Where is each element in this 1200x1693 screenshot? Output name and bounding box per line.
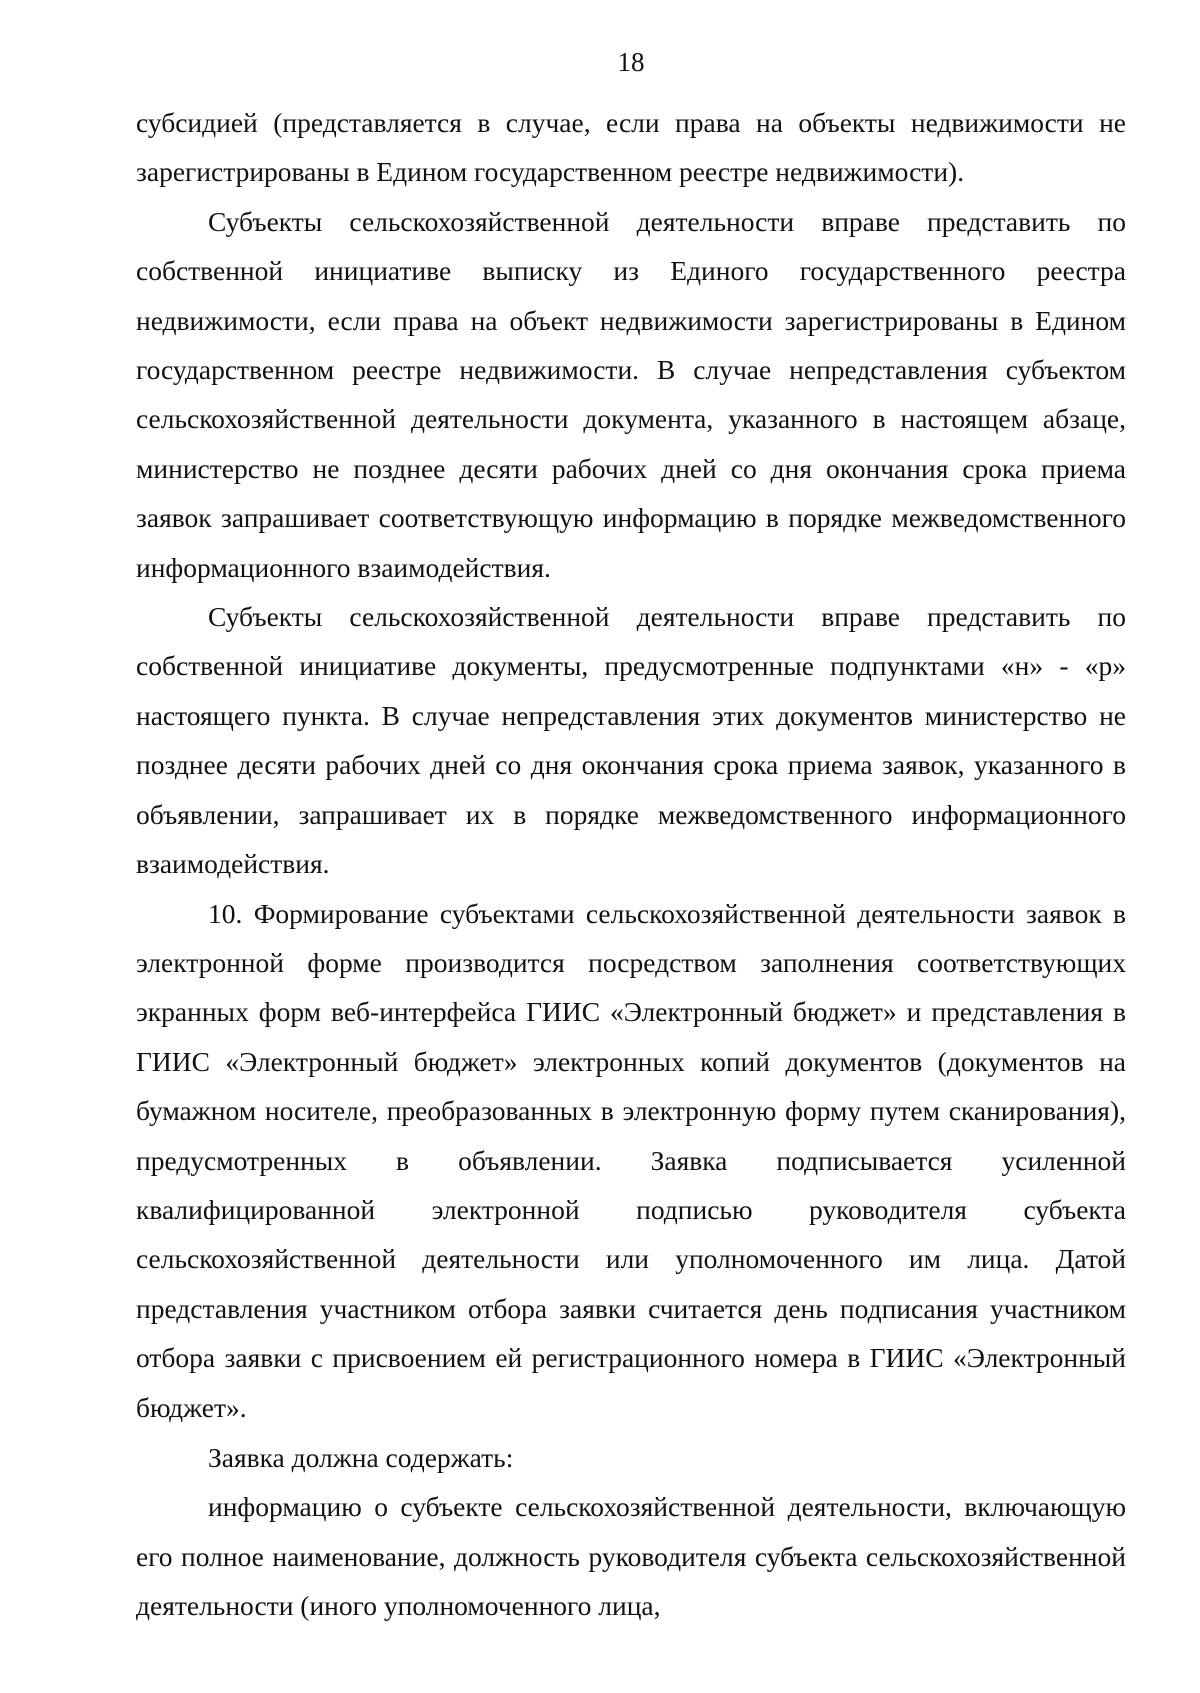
page-number: 18 (617, 47, 645, 77)
paragraph-registry-extract: Субъекты сельскохозяйственной деятельности вправе представить по собственной инициативе выписку из Единого государственного реестра недвижимости, если права на объект недвижимости зарегистрированы в Едином государственном реестре недвижимости. В случае непредставления субъектом сельскохозяйственной деятельности документа, указанного в настоящем абзаце, министерство не позднее десяти рабочих дней со дня окончания срока приема заявок запрашивает соответствующую информацию в порядке межведомственного информационного взаимодействия. (136, 205, 1126, 583)
paragraph-item-10: 10. Формирование субъектами сельскохозяйственной деятельности заявок в электронной форме производится посредством заполнения соответствующих экранных форм веб-интерфейса ГИИС «Электронный бюджет» и представления в ГИИС «Электронный бюджет» электронных копий документов (документов на бумажном носителе, преобразованных в электронную форму путем сканирования), предусмотренных в объявлении. Заявка подписывается усиленной квалифицированной электронной подписью руководителя субъекта сельскохозяйственной деятельности или уполномоченного им лица. Датой представления участником отбора заявки считается день подписания участником отбора заявки с присвоением ей регистрационного номера в ГИИС «Электронный бюджет». (136, 897, 1126, 1423)
paragraph-subsidy-note: субсидией (представляется в случае, если права на объекты недвижимости не зарегистрированы в Едином государственном реестре недвижимости). (136, 107, 1126, 188)
paragraph-application-contents: Заявка должна содержать: (208, 1441, 514, 1473)
paragraph-optional-documents: Субъекты сельскохозяйственной деятельности вправе представить по собственной инициативе документы, предусмотренные подпунктами «н» - «р» настоящего пункта. В случае непредставления этих документов министерство не позднее десяти рабочих дней со дня окончания срока приема заявок, указанного в объявлении, запрашивает их в порядке межведомственного информационного взаимодействия. (136, 601, 1126, 880)
paragraph-entity-information: информацию о субъекте сельскохозяйственной деятельности, включающую его полное наименование, должность руководителя субъекта сельскохозяйственной деятельности (иного уполномоченного лица, (136, 1491, 1126, 1622)
document-body (136, 98, 1126, 1631)
